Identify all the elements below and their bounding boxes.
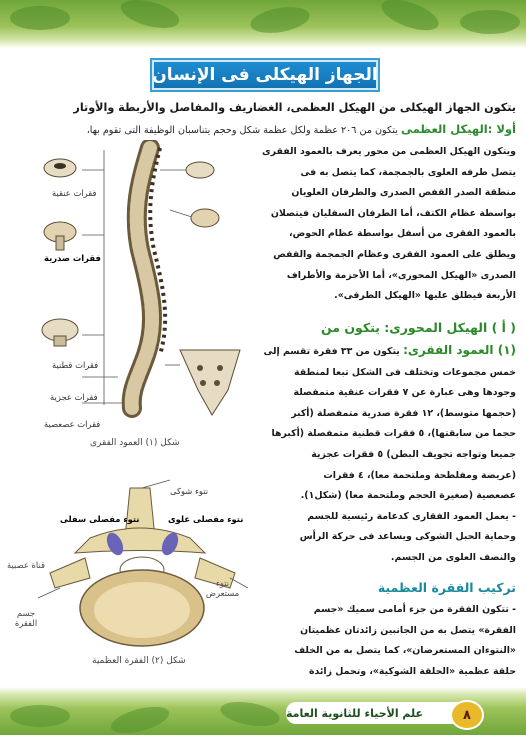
- footer-book-title: علم الأحياء للثانوية العامة: [286, 702, 476, 724]
- text-line: بواسطة عظام الكتف، أما الطرفان السفليان فيتصلان: [270, 207, 516, 219]
- top-decorative-band: [0, 0, 526, 48]
- text-line: والنصف العلوى من الجسم.: [390, 551, 516, 563]
- text-span: يتكون من ٣٣ فقرة تقسم إلى: [263, 346, 400, 357]
- leader-line: [38, 588, 60, 598]
- text-line: وجودها وهى عبارة عن ٧ فقرات عنقية متمفصلة: [293, 387, 516, 399]
- text-line: (حجمها متوسط)، ١٢ فقرة صدرية متمفصلة (أكبر: [291, 407, 516, 419]
- text-line: خمس مجموعات وتختلف فى الشكل تبعا لمنطقة: [294, 366, 516, 378]
- sacrum-illustration: [180, 350, 240, 415]
- text-line: - يعمل العمود الفقارى كدعامة رئيسية للجسم: [307, 510, 516, 522]
- text-line: عصعصية (صغيرة الحجم وملتحمة معا) (شكل١).: [300, 490, 516, 502]
- structure-heading-wrap: [261, 578, 516, 599]
- text-line: وحماية الحبل الشوكى ويساعد فى حركة الرأس: [299, 531, 516, 543]
- label-thoracic: فقرات صدرية: [44, 253, 101, 263]
- label-lower-articular: نتوء مفصلى سفلى: [60, 514, 140, 524]
- subheading-axial: ( أ ) الهيكل المحورى: يتكون من: [321, 320, 516, 335]
- text-line: الأربعة فيطلق عليها «الهيكل الطرفى».: [334, 290, 516, 302]
- paragraph-vertebral-column: [261, 340, 516, 569]
- subheading-vertebral-column: (١) العمود الفقرى:: [403, 343, 516, 357]
- text-line: ويتكون الهيكل العظمى من محور يعرف بالعمود الفقرى: [262, 146, 516, 157]
- subheading-vertebra-structure: تركيب الفقرة العظمية: [377, 580, 516, 595]
- axial-skeleton-heading: [261, 318, 516, 339]
- vertebra-illustration: [50, 488, 235, 646]
- paragraph-skeleton: [261, 142, 516, 307]
- text-line: (عريضة ومفلطحة وملتحمة معا)، ٤ فقرات: [323, 469, 516, 481]
- leaf-decoration: [219, 698, 282, 730]
- label-vertebra-body: جسم الفقرة: [14, 608, 38, 628]
- section1-heading: أولا :الهيكل العظمى: [400, 122, 516, 136]
- figure1-caption: شكل (١) العمود الفقرى: [90, 438, 180, 448]
- text-line: الفقرة» يتصل به من الجانبين زائدتان عظميتان: [300, 624, 516, 636]
- text-line: يتصل طرفه العلوى بالجمجمة، كما يتصل به فى: [300, 166, 516, 178]
- label-sacral: فقرات عجزية: [50, 392, 98, 402]
- lumbar-vertebra-illustration: [42, 319, 78, 346]
- text-line: [261, 340, 516, 363]
- section1-lead: يتكون من ٢٠٦ عظمة ولكل عظمة شكل وحجم يتناسبان الوظيفة التى تقوم بها،: [86, 125, 398, 136]
- label-coccygeal: فقرات عصعصية: [44, 419, 101, 429]
- figure-vertebral-column: [0, 140, 260, 440]
- label-lumbar: فقرات قطنية: [52, 360, 99, 370]
- label-transverse-process: نتوء مستعرض: [205, 578, 240, 598]
- label-cervical: فقرات عنقية: [52, 188, 97, 198]
- figure2-caption: شكل (٢) الفقرة العظمية: [92, 656, 186, 666]
- page-title: الجهاز الهيكلى فى الإنسان: [150, 58, 380, 92]
- leaf-decoration: [10, 6, 70, 30]
- upper-vertebra-illustration: [186, 162, 219, 227]
- leaf-decoration: [10, 705, 70, 727]
- leaf-decoration: [108, 702, 172, 738]
- thoracic-vertebra-illustration: [44, 222, 76, 250]
- leaf-decoration: [460, 10, 520, 34]
- text-line: بالعمود الفقرى من أسفل بواسطة عظام الحوض،: [289, 228, 516, 240]
- label-upper-articular: نتوء مفصلى علوى: [168, 514, 244, 524]
- leader-line: [142, 480, 170, 488]
- label-spinous-process: نتوء شوكى: [170, 486, 209, 496]
- intro-text: يتكون الجهاز الهيكلى من الهيكل العظمى، الغضاريف والمفاصل والأربطة والأوتار: [73, 101, 516, 114]
- leaf-decoration: [248, 3, 311, 37]
- text-line: الصدرى «الهيكل المحورى»، أما الأحزمة والأطراف: [286, 269, 516, 281]
- leaf-decoration: [118, 0, 182, 33]
- section1-line: [11, 122, 516, 136]
- text-line: حجما من سابقتها)، ٥ فقرات قطنية متمفصلة (أكبرها: [271, 428, 516, 440]
- text-line: حلقة عظمية «الحلقة الشوكية»، وتحمل زائدة: [308, 665, 516, 677]
- text-line: منطقة الصدر القفص الصدرى والطرفان العلويان: [291, 187, 516, 199]
- text-line: ويطلق على العمود الفقرى وعظام الجمجمة والقفص: [273, 248, 516, 260]
- text-line: جميعا وتواجه تجويف البطن) ٥ فقرات عجزية: [311, 448, 516, 460]
- spine-illustration: [132, 148, 165, 408]
- paragraph-vertebra-structure: [261, 600, 516, 682]
- cervical-vertebra-illustration: [44, 159, 76, 177]
- page-number-badge: ٨: [450, 700, 484, 730]
- text-line: «النتوءان المستعرضان»، كما يتصل به من الخلف: [294, 645, 516, 657]
- figure-vertebra: [30, 478, 255, 658]
- text-line: - تتكون الفقرة من جزء أمامى سميك «جسم: [313, 604, 516, 615]
- label-neural-canal: قناة عصبية: [7, 560, 45, 570]
- leaf-decoration: [378, 0, 443, 37]
